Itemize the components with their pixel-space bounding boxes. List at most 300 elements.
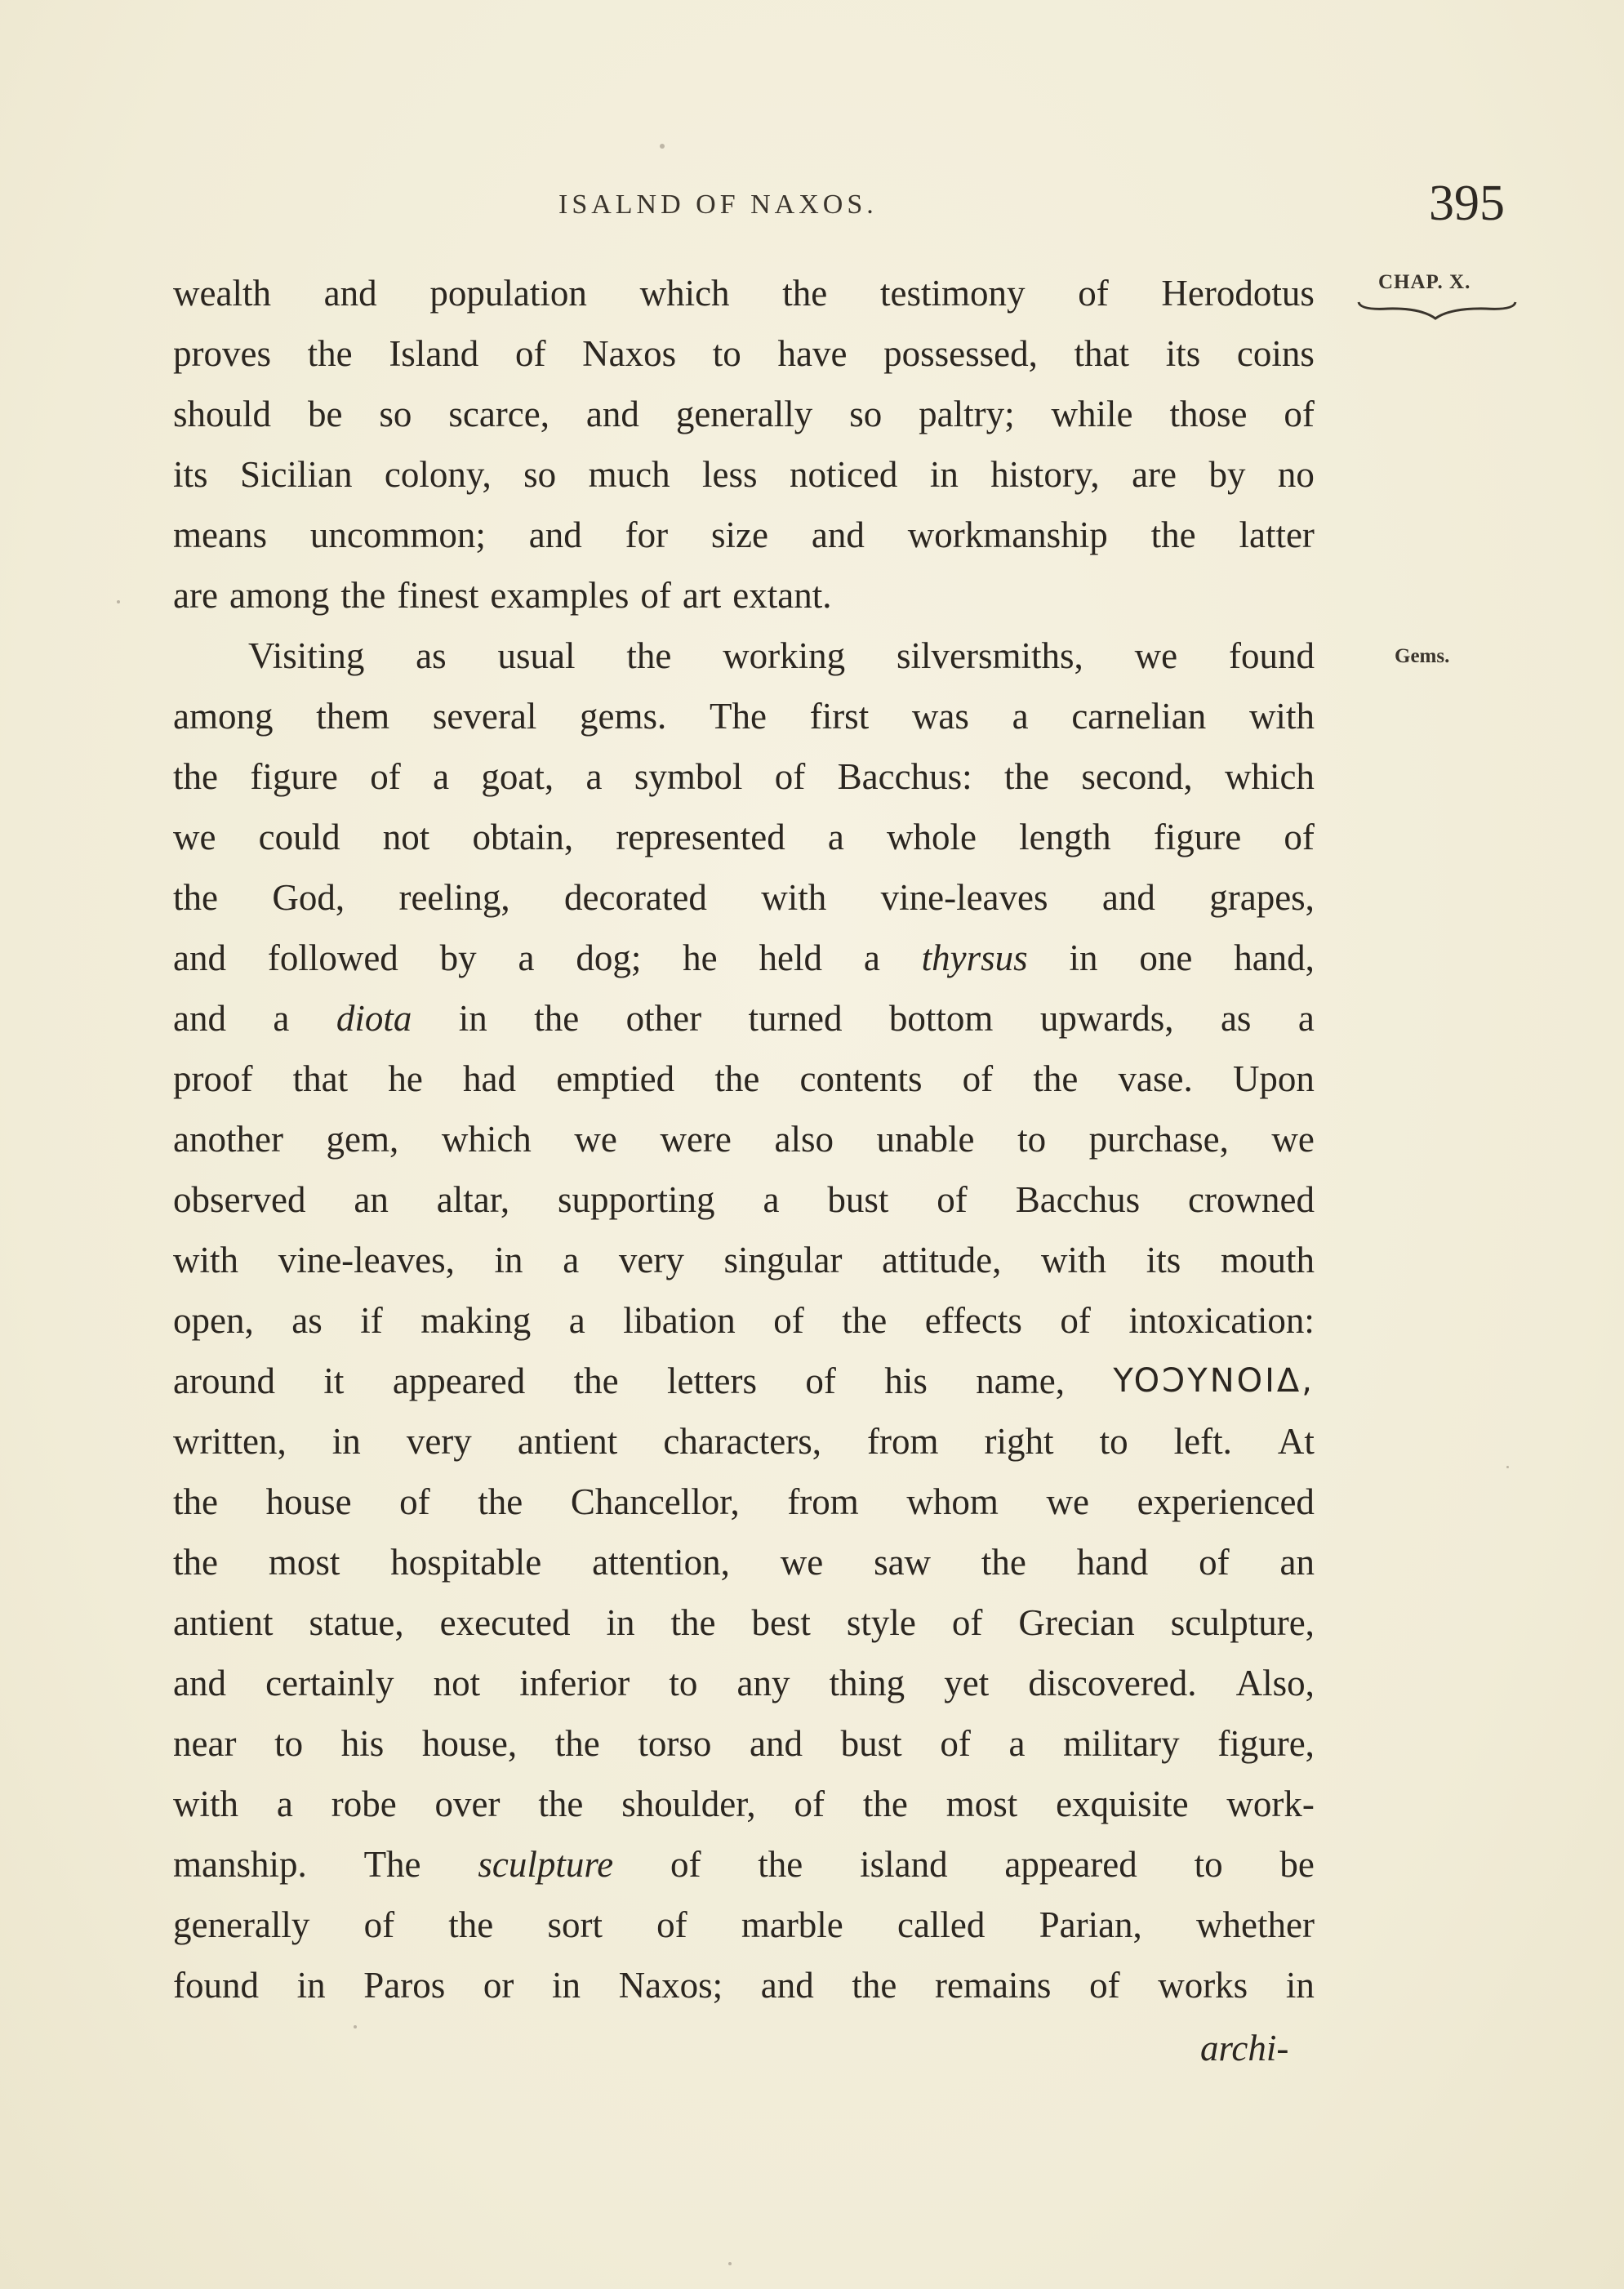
word: from	[787, 1481, 859, 1522]
word: testimony	[879, 273, 1026, 314]
word: saw	[874, 1542, 932, 1583]
word: any	[736, 1663, 790, 1703]
word: emptied	[556, 1058, 675, 1099]
word: appeared	[392, 1360, 526, 1401]
word: we	[574, 1119, 617, 1160]
word: attitude,	[882, 1240, 1002, 1280]
word: very	[618, 1240, 684, 1280]
word: represented	[616, 817, 785, 857]
text-line	[173, 1774, 1315, 1834]
word: we	[173, 817, 216, 857]
word: thyrsus	[921, 937, 1028, 978]
word: and	[585, 394, 639, 434]
word: hospitable	[390, 1542, 542, 1583]
word: also	[774, 1119, 834, 1160]
word: other	[625, 998, 702, 1039]
word: torso	[638, 1723, 712, 1764]
word: of	[962, 1058, 994, 1099]
word: best	[751, 1602, 811, 1643]
text-line	[173, 1834, 1315, 1895]
word: and	[811, 514, 865, 555]
word: carnelian	[1071, 696, 1207, 737]
word: among	[173, 696, 274, 737]
word: noticed	[789, 454, 898, 495]
word: of	[805, 1360, 836, 1401]
word: generally	[675, 394, 813, 434]
word: letters	[667, 1360, 757, 1401]
text-line	[173, 1411, 1315, 1472]
word: the	[173, 877, 218, 918]
word: with	[173, 1784, 239, 1824]
word: libation	[623, 1300, 736, 1341]
word: a	[568, 1300, 585, 1341]
word: its	[1165, 333, 1201, 374]
text-line	[173, 1109, 1315, 1169]
word: an	[1279, 1542, 1315, 1583]
word: whether	[1196, 1904, 1315, 1945]
word: a	[273, 998, 290, 1039]
text-line	[173, 867, 1315, 928]
catchword: archi-	[1200, 2028, 1289, 2069]
word: sculpture	[478, 1844, 614, 1885]
word: of	[1284, 817, 1315, 857]
word: by	[439, 937, 477, 978]
word: of	[1199, 1542, 1230, 1583]
word: in	[606, 1602, 635, 1643]
word: with	[761, 877, 827, 918]
word: attention,	[592, 1542, 730, 1583]
word: are	[173, 575, 218, 616]
word: goat,	[481, 756, 554, 797]
word: left.	[1173, 1421, 1232, 1462]
word: thing	[829, 1663, 905, 1703]
paper-speck	[660, 144, 665, 149]
paper-speck	[117, 600, 120, 603]
word: bust	[840, 1723, 902, 1764]
word: sort	[547, 1904, 603, 1945]
word: dog;	[576, 937, 642, 978]
word: diota	[336, 998, 412, 1039]
word: were	[660, 1119, 732, 1160]
word: generally	[173, 1904, 310, 1945]
word: from	[867, 1421, 939, 1462]
word: usual	[497, 635, 576, 676]
word: The	[710, 696, 767, 737]
word: grapes,	[1209, 877, 1315, 918]
word: figure	[1153, 817, 1242, 857]
word: as	[291, 1300, 323, 1341]
word: or	[483, 1965, 514, 2006]
word: of	[1078, 273, 1109, 314]
text-line	[173, 1955, 1315, 2015]
word: inferior	[519, 1663, 630, 1703]
word: means	[173, 514, 267, 555]
word: obtain,	[472, 817, 574, 857]
word: as	[1220, 998, 1252, 1039]
word: exquisite	[1056, 1784, 1189, 1824]
word: are	[1132, 454, 1177, 495]
word: its	[1146, 1240, 1181, 1280]
text-line	[173, 1592, 1315, 1653]
word: robe	[331, 1784, 397, 1824]
paper-speck	[728, 2262, 732, 2265]
word: in	[1069, 937, 1098, 978]
word: the	[573, 1360, 619, 1401]
word: to	[1194, 1844, 1223, 1885]
word: style	[846, 1602, 916, 1643]
chapter-brace-ornament	[1355, 296, 1519, 328]
word: the	[670, 1602, 716, 1643]
word: second,	[1081, 756, 1193, 797]
word: among	[229, 575, 330, 616]
text-line	[173, 565, 1315, 626]
word: the	[173, 1481, 218, 1522]
word: a	[827, 817, 844, 857]
word: art	[682, 575, 722, 616]
text-line	[173, 1713, 1315, 1774]
word: was	[911, 696, 969, 737]
word: finest	[397, 575, 479, 616]
word: to	[274, 1723, 304, 1764]
word: he	[388, 1058, 423, 1099]
word: reeling,	[398, 877, 510, 918]
word: in	[552, 1965, 581, 2006]
word: At	[1277, 1421, 1315, 1462]
word: written,	[173, 1421, 287, 1462]
word: most	[268, 1542, 340, 1583]
word: one	[1139, 937, 1193, 978]
word: vine-leaves	[880, 877, 1048, 918]
word: we	[1046, 1481, 1089, 1522]
word: uncommon;	[309, 514, 486, 555]
word: most	[945, 1784, 1018, 1824]
word: which	[639, 273, 730, 314]
word: paltry;	[919, 394, 1015, 434]
word: workmanship	[907, 514, 1108, 555]
body-text	[173, 263, 1315, 2015]
page-number: 395	[1429, 176, 1505, 231]
word: the	[1004, 756, 1049, 797]
word: with	[173, 1240, 239, 1280]
text-line	[173, 1230, 1315, 1290]
word: that	[1074, 333, 1130, 374]
word: not	[382, 817, 430, 857]
word: the	[981, 1542, 1026, 1583]
word: which	[441, 1119, 532, 1160]
word: of	[656, 1904, 687, 1945]
word: size	[710, 514, 768, 555]
word: and	[1101, 877, 1155, 918]
word: yet	[944, 1663, 990, 1703]
word: possessed,	[883, 333, 1038, 374]
word: gems.	[580, 696, 667, 737]
word: found	[1228, 635, 1315, 676]
word: of	[1060, 1300, 1091, 1341]
word: another	[173, 1119, 283, 1160]
word: shoulder,	[621, 1784, 756, 1824]
word: Herodotus	[1161, 273, 1315, 314]
word: the	[714, 1058, 760, 1099]
word: so	[379, 394, 412, 434]
word: of	[514, 333, 546, 374]
word: examples	[490, 575, 630, 616]
word: a	[518, 937, 535, 978]
word: the	[538, 1784, 584, 1824]
word: Naxos	[582, 333, 677, 374]
word: vase.	[1118, 1058, 1193, 1099]
word: near	[173, 1723, 237, 1764]
text-line	[173, 1532, 1315, 1592]
text-line	[173, 1895, 1315, 1955]
word: marble	[741, 1904, 843, 1945]
text-line	[173, 444, 1315, 505]
word: the	[852, 1965, 897, 2006]
word: figure	[250, 756, 338, 797]
word: island	[860, 1844, 948, 1885]
text-line	[173, 686, 1315, 746]
word: the	[307, 333, 353, 374]
word: crowned	[1188, 1179, 1315, 1220]
word: found	[173, 1965, 259, 2006]
word: in	[331, 1421, 361, 1462]
word: of	[940, 1723, 971, 1764]
word: be	[307, 394, 343, 434]
text-line	[173, 323, 1315, 384]
word: whom	[906, 1481, 999, 1522]
word: executed	[439, 1602, 571, 1643]
word: silversmiths,	[897, 635, 1083, 676]
paper-speck	[1506, 1466, 1509, 1468]
word: the	[448, 1904, 494, 1945]
word: the	[1150, 514, 1196, 555]
word: figure,	[1217, 1723, 1315, 1764]
word: of	[773, 1300, 804, 1341]
word: YOƆYNOIΔ,	[1113, 1362, 1315, 1400]
word: and	[750, 1723, 803, 1764]
word: a	[1012, 696, 1029, 737]
word: mouth	[1220, 1240, 1315, 1280]
word: it	[323, 1360, 345, 1401]
word: an	[354, 1179, 389, 1220]
word: of	[951, 1602, 983, 1643]
word: we	[780, 1542, 824, 1583]
word: very	[406, 1421, 472, 1462]
word: to	[712, 333, 741, 374]
word: The	[363, 1844, 421, 1885]
word: scarce,	[448, 394, 549, 434]
word: contents	[799, 1058, 923, 1099]
word: with	[1041, 1240, 1107, 1280]
word: several	[432, 696, 537, 737]
word: effects	[924, 1300, 1022, 1341]
word: Bacchus	[1015, 1179, 1141, 1220]
word: them	[316, 696, 390, 737]
word: certainly	[265, 1663, 394, 1703]
word: a	[563, 1240, 580, 1280]
word: name,	[976, 1360, 1065, 1401]
word: house,	[421, 1723, 518, 1764]
text-line	[173, 1049, 1315, 1109]
word: so	[849, 394, 883, 434]
word: unable	[876, 1119, 975, 1160]
word: wealth	[173, 273, 271, 314]
word: length	[1019, 817, 1111, 857]
word: as	[416, 635, 447, 676]
word: we	[1271, 1119, 1315, 1160]
word: he	[683, 937, 718, 978]
text-line	[173, 1351, 1315, 1411]
word: proves	[173, 333, 271, 374]
word: God,	[272, 877, 345, 918]
word: and	[173, 998, 226, 1039]
text-line	[173, 263, 1315, 323]
word: vine-leaves,	[278, 1240, 455, 1280]
word: Sicilian	[239, 454, 353, 495]
word: open,	[173, 1300, 254, 1341]
word: could	[258, 817, 340, 857]
word: if	[360, 1300, 383, 1341]
word: making	[420, 1300, 532, 1341]
word: not	[433, 1663, 481, 1703]
text-line	[173, 746, 1315, 807]
word: bottom	[888, 998, 994, 1039]
word: extant.	[732, 575, 832, 616]
word: work-	[1226, 1784, 1315, 1824]
text-line	[173, 505, 1315, 565]
word: in	[1285, 1965, 1315, 2006]
word: Naxos;	[618, 1965, 723, 2006]
word: experienced	[1137, 1481, 1315, 1522]
word: the	[478, 1481, 523, 1522]
word: in	[494, 1240, 523, 1280]
word: Island	[389, 333, 479, 374]
word: latter	[1239, 514, 1315, 555]
word: sculpture,	[1170, 1602, 1315, 1643]
word: and	[173, 937, 226, 978]
word: Upon	[1232, 1058, 1315, 1099]
word: singular	[723, 1240, 843, 1280]
word: Also,	[1235, 1663, 1315, 1703]
word: the	[173, 756, 218, 797]
word: Visiting	[248, 635, 365, 676]
word: whole	[887, 817, 977, 857]
word: and	[173, 1663, 226, 1703]
word: a	[863, 937, 880, 978]
word: the	[842, 1300, 888, 1341]
word: a	[1008, 1723, 1026, 1764]
word: observed	[173, 1179, 306, 1220]
word: of	[399, 1481, 430, 1522]
word: that	[292, 1058, 349, 1099]
word: discovered.	[1028, 1663, 1197, 1703]
text-line	[173, 626, 1315, 686]
word: of	[937, 1179, 968, 1220]
word: upwards,	[1039, 998, 1174, 1039]
word: the	[758, 1844, 803, 1885]
word: we	[1134, 635, 1178, 676]
text-line	[173, 1290, 1315, 1351]
text-line	[173, 1169, 1315, 1230]
word: to	[1099, 1421, 1128, 1462]
word: so	[523, 454, 557, 495]
word: antient	[517, 1421, 618, 1462]
word: which	[1224, 756, 1315, 797]
word: of	[794, 1784, 825, 1824]
word: gem,	[326, 1119, 399, 1160]
word: his	[340, 1723, 385, 1764]
word: population	[429, 273, 587, 314]
word: to	[1017, 1119, 1047, 1160]
word: less	[702, 454, 758, 495]
word: coins	[1236, 333, 1315, 374]
word: a	[1297, 998, 1315, 1039]
word: the	[554, 1723, 600, 1764]
word: in	[296, 1965, 326, 2006]
word: have	[777, 333, 848, 374]
paper-speck	[354, 2025, 357, 2028]
word: a	[276, 1784, 293, 1824]
word: statue,	[309, 1602, 404, 1643]
word: in	[929, 454, 959, 495]
word: no	[1277, 454, 1315, 495]
word: works	[1158, 1965, 1248, 2006]
word: with	[1248, 696, 1315, 737]
word: remains	[935, 1965, 1052, 2006]
word: Grecian	[1018, 1602, 1135, 1643]
text-line	[173, 928, 1315, 988]
word: antient	[173, 1602, 274, 1643]
word: those	[1169, 394, 1248, 434]
word: had	[463, 1058, 516, 1099]
word: colony,	[384, 454, 492, 495]
word: of	[670, 1844, 701, 1885]
word: its	[173, 454, 208, 495]
word: his	[884, 1360, 928, 1401]
word: of	[1089, 1965, 1120, 2006]
word: in	[458, 998, 487, 1039]
word: house	[265, 1481, 352, 1522]
word: around	[173, 1360, 275, 1401]
word: turned	[748, 998, 843, 1039]
word: to	[669, 1663, 698, 1703]
word: bust	[827, 1179, 889, 1220]
word: hand,	[1234, 937, 1315, 978]
word: of	[640, 575, 671, 616]
word: a	[763, 1179, 780, 1220]
word: of	[370, 756, 401, 797]
word: be	[1279, 1844, 1315, 1885]
word: right	[984, 1421, 1054, 1462]
word: Bacchus:	[837, 756, 972, 797]
text-line	[173, 1653, 1315, 1713]
word: military	[1063, 1723, 1180, 1764]
word: appeared	[1004, 1844, 1137, 1885]
word: and	[528, 514, 582, 555]
text-line	[173, 384, 1315, 444]
word: altar,	[436, 1179, 510, 1220]
word: of	[774, 756, 806, 797]
word: held	[759, 937, 822, 978]
word: manship.	[173, 1844, 307, 1885]
word: of	[363, 1904, 395, 1945]
word: proof	[173, 1058, 253, 1099]
word: the	[1033, 1058, 1079, 1099]
word: a	[433, 756, 450, 797]
word: while	[1051, 394, 1133, 434]
word: the	[340, 575, 386, 616]
word: the	[862, 1784, 908, 1824]
word: characters,	[663, 1421, 821, 1462]
